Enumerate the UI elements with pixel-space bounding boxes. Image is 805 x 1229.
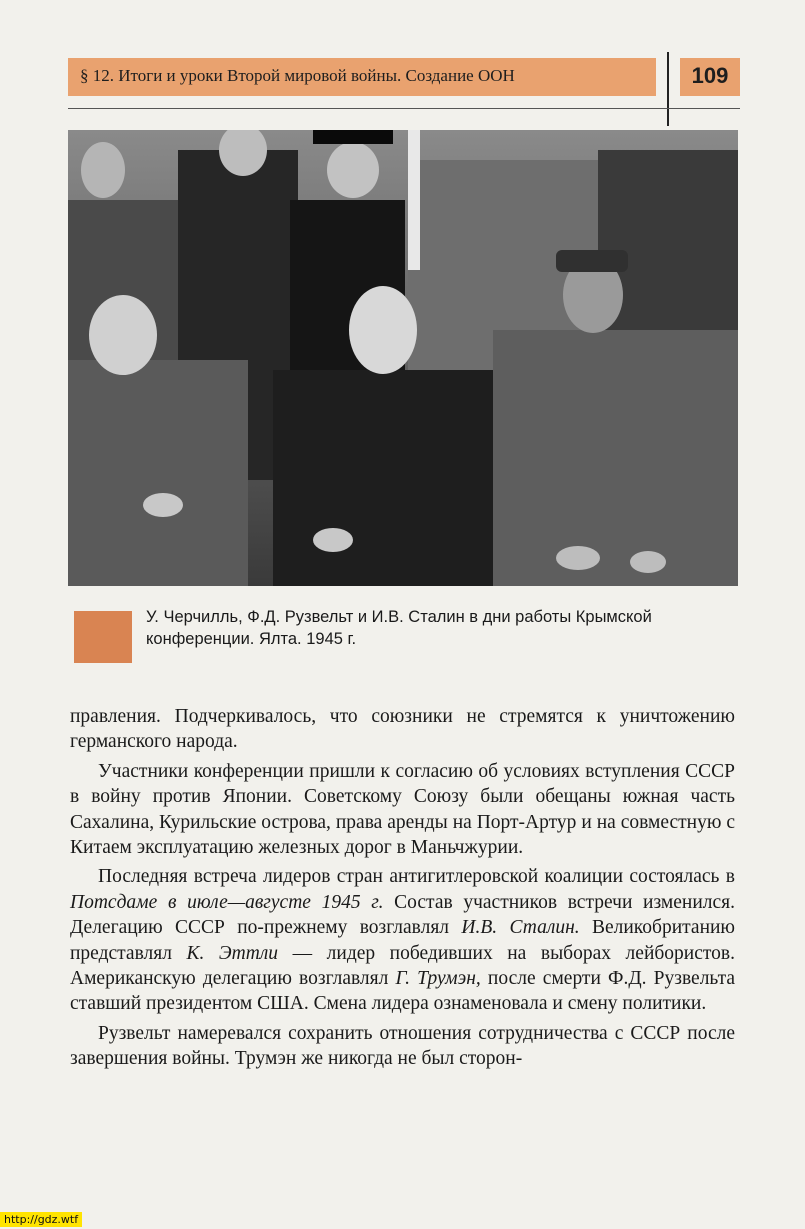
paragraph-1: правления. Подчеркивалось, что союзники не стремятся к уничтожению германского народа. bbox=[70, 706, 735, 753]
paragraph-2: Участники конференции пришли к согласию об условиях вступления СССР в войну против Японии. Советскому Союзу были обещаны южная часть Сахалина, Курильские острова, права аренды на Порт-Артур и на совместную с Китаем эксплуатацию железных дорог в Маньчжурии. bbox=[70, 760, 735, 859]
p3-text-c: Великобританию представлял bbox=[70, 917, 736, 964]
body-text bbox=[70, 704, 735, 1072]
p3-truman: Г. Трумэн, bbox=[395, 968, 481, 990]
p3-text-e: после смерти Ф.Д. Рузвельта ставший президентом США. Смена лидера ознаменовала и смену политики. bbox=[70, 968, 735, 1015]
header-divider bbox=[667, 52, 669, 126]
historical-photo bbox=[68, 130, 738, 586]
caption-line-1: У. Черчилль, Ф.Д. Рузвельт и И.В. Сталин в дни работы Крымской bbox=[146, 608, 652, 626]
p3-text-d: — лидер победивших на выборах лейбористов. Американскую делегацию возглавлял bbox=[70, 942, 735, 990]
paragraph-4: Рузвельт намеревался сохранить отношения сотрудничества с СССР после завершения войны. Трумэн же никогда не был сторон- bbox=[70, 1022, 735, 1070]
caption-marker bbox=[74, 611, 132, 663]
p3-place: Потсдаме в июле—августе 1945 г. bbox=[70, 891, 384, 913]
section-title: § 12. Итоги и уроки Второй мировой войны. Создание ООН bbox=[80, 66, 515, 85]
p3-attlee: К. Эттли bbox=[186, 942, 279, 964]
p3-stalin: И.В. Сталин. bbox=[461, 917, 580, 939]
p3-text-a: Последняя встреча лидеров стран антигитлеровской коалиции состоялась в bbox=[98, 866, 735, 888]
header-rule bbox=[68, 108, 740, 109]
p3-text-b: Состав участников встречи изменился. Делегацию СССР по-прежнему возглавлял bbox=[70, 891, 735, 939]
page-number: 109 bbox=[691, 63, 729, 88]
caption-line-2: конференции. Ялта. 1945 г. bbox=[146, 630, 357, 648]
watermark-link[interactable]: http://gdz.wtf bbox=[0, 1212, 82, 1227]
paragraph-3 bbox=[70, 864, 735, 1016]
photo-caption bbox=[146, 606, 746, 650]
